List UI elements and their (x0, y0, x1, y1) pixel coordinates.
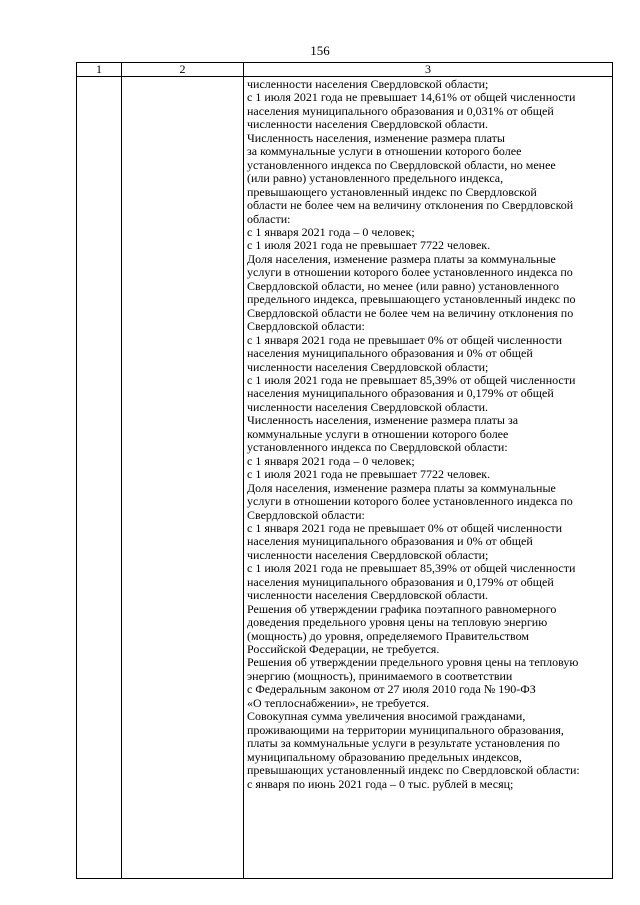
text-line: Свердловской области: (247, 507, 365, 522)
text-line: Численность населения, изменение размера платы за (247, 413, 519, 428)
text-line: с 1 июля 2021 года не превышает 7722 человек. (247, 238, 491, 253)
text-line: Численность населения, изменение размера платы (247, 130, 505, 145)
text-line: доведения предельного уровня цены на тепловую энергию (247, 615, 548, 630)
text-line: «О теплоснабжении», не требуется. (247, 695, 430, 710)
text-line: установленного индекса по Свердловской области, но менее (247, 157, 556, 172)
text-line: области: (247, 211, 291, 226)
text-line: Доля населения, изменение размера платы за коммунальные (247, 251, 556, 266)
text-line: численности населения Свердловской области; (247, 77, 489, 91)
text-line: области не более чем на величину отклонения по Свердловской (247, 198, 574, 213)
text-line: численности населения Свердловской области; (247, 359, 489, 374)
text-line: платы за коммунальные услуги в результате установления по (247, 736, 560, 751)
text-line: численности населения Свердловской области; (247, 547, 489, 562)
column-1-cell (77, 77, 122, 879)
text-line: предельного индекса, превышающего установленный индекс по (247, 292, 576, 307)
text-line: Совокупная сумма увеличения вносимой гражданами, (247, 709, 526, 724)
column-header-3: 3 (244, 63, 613, 77)
text-line: энергию (мощность), принимаемого в соответствии (247, 668, 513, 683)
text-line: с 1 января 2021 года – 0 человек; (247, 224, 415, 239)
column-header-2: 2 (122, 63, 244, 77)
text-line: (или равно) установленного предельного индекса, (247, 171, 504, 186)
text-line: превышающих установленный индекс по Свердловской области: (247, 763, 580, 778)
text-line: за коммунальные услуги в отношении которого более (247, 144, 522, 159)
text-line: с 1 января 2021 года не превышает 0% от общей численности (247, 520, 563, 535)
text-line: с 1 июля 2021 года не превышает 14,61% от общей численности (247, 90, 576, 105)
text-line: с 1 января 2021 года не превышает 0% от общей численности (247, 332, 563, 347)
text-line: с 1 января 2021 года – 0 человек; (247, 453, 415, 468)
column-2-cell (122, 77, 244, 879)
text-line: проживающими на территории муниципального образования, (247, 722, 564, 737)
table-header-row (77, 63, 613, 77)
text-line: Российской Федерации, не требуется. (247, 642, 440, 657)
column-header-1: 1 (77, 63, 122, 77)
text-line: услуги в отношении которого более установленного индекса по (247, 494, 573, 509)
text-line: с января по июнь 2021 года – 0 тыс. рублей в месяц; (247, 776, 514, 791)
text-line: с 1 июля 2021 года не превышает 85,39% от общей численности (247, 561, 576, 576)
text-line: Свердловской области, но менее (или равно) установленного (247, 278, 559, 293)
text-line: Свердловской области: (247, 319, 365, 334)
text-line: численности населения Свердловской области. (247, 588, 488, 603)
text-line: населения муниципального образования и 0,031% от общей (247, 103, 554, 118)
text-line: с Федеральным законом от 27 июля 2010 года № 190-ФЗ (247, 682, 536, 697)
text-line: муниципальному образованию предельных индексов, (247, 749, 522, 764)
text-line: с 1 июля 2021 года не превышает 7722 человек. (247, 467, 491, 482)
text-line: численности населения Свердловской области. (247, 399, 488, 414)
text-line: населения муниципального образования и 0% от общей (247, 534, 533, 549)
text-line: с 1 июля 2021 года не превышает 85,39% от общей численности (247, 372, 576, 387)
text-line: численности населения Свердловской области. (247, 117, 488, 132)
text-line: услуги в отношении которого более установленного индекса по (247, 265, 573, 280)
text-line: населения муниципального образования и 0% от общей (247, 346, 533, 361)
text-line: (мощность) до уровня, определяемого Правительством (247, 628, 530, 643)
text-line: Свердловской области не более чем на величину отклонения по (247, 305, 574, 320)
column-3-cell (244, 77, 613, 879)
text-line: коммунальные услуги в отношении которого более (247, 426, 509, 441)
text-line: Решения об утверждении графика поэтапного равномерного (247, 601, 557, 616)
text-line: Решения об утверждении предельного уровня цены на тепловую (247, 655, 579, 670)
table-row (77, 77, 613, 879)
text-line: населения муниципального образования и 0,179% от общей (247, 386, 554, 401)
text-line: Доля населения, изменение размера платы за коммунальные (247, 480, 556, 495)
text-line: населения муниципального образования и 0,179% от общей (247, 574, 554, 589)
document-table (76, 62, 613, 879)
page-number: 156 (310, 43, 330, 58)
text-line: превышающего установленный индекс по Свердловской (247, 184, 537, 199)
text-line: установленного индекса по Свердловской области: (247, 440, 508, 455)
